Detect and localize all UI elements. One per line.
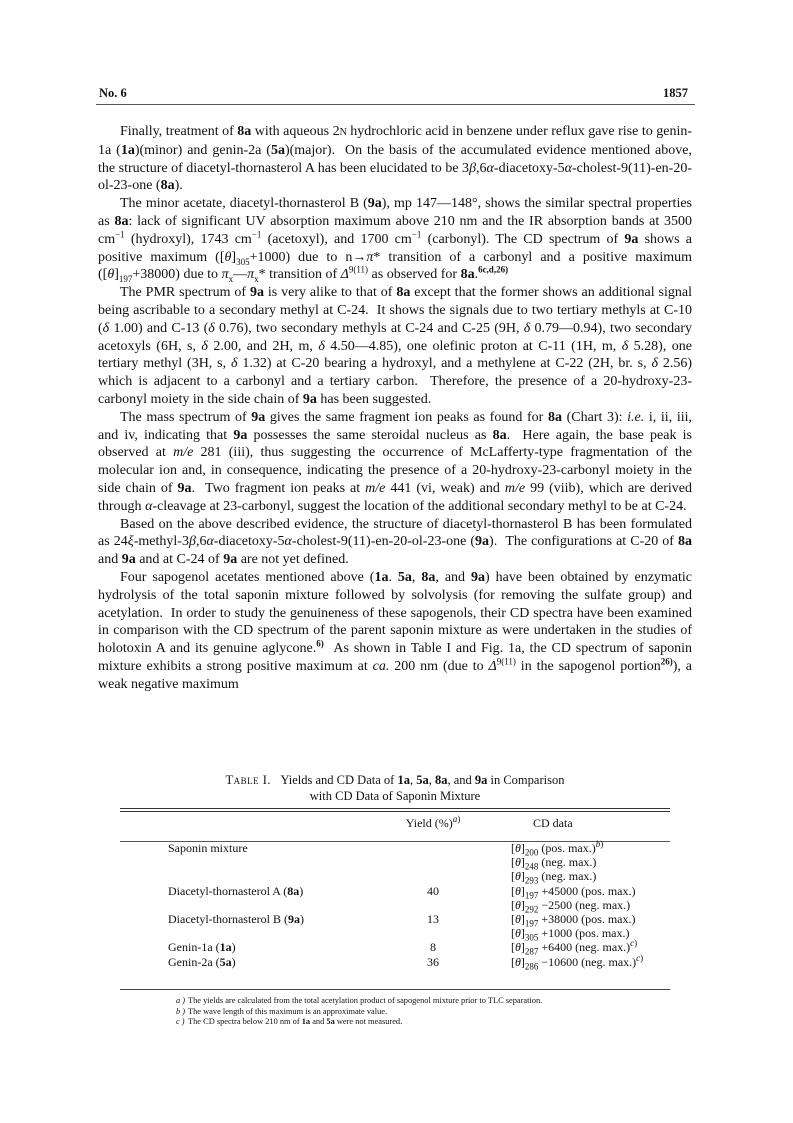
cell-compound: Diacetyl-thornasterol B (9a) (168, 912, 304, 927)
cell-cd-data: $[\theta]_{197} +45000$ (pos. max.) (511, 883, 636, 900)
table-label: Table I. (225, 773, 272, 787)
table-title-line2: with CD Data of Saponin Mixture (309, 789, 481, 803)
cell-yield: 13 (427, 912, 439, 927)
table-rule (120, 811, 670, 812)
page-number: 1857 (663, 86, 688, 100)
paragraph: Finally, treatment of 8a with aqueous 2N hydrochloric acid in benzene under reflux gave rise to genin-1a (1a)(minor) and genin-2a (5a)(major). On the basis of the accumulated evidence mentioned above, the structure of diacetyl-thornasterol A has been elucidated to be 3β,6α-diacetoxy-5α-cholest-9(11)-en-20-ol-23-one (8a). (98, 124, 692, 194)
table-caption (98, 772, 692, 804)
cell-compound: Genin-2a (5a) (168, 954, 236, 969)
cell-yield (373, 855, 493, 869)
header-compound (120, 816, 373, 841)
table-row-continuation (120, 855, 670, 869)
table-row (120, 841, 670, 855)
cell-cd-data: $[\theta]_{248}$ (neg. max.) (511, 855, 597, 872)
footnote-text: The CD spectra below 210 nm of 1a and 5a were not measured. (188, 1017, 403, 1027)
running-header (96, 86, 696, 106)
cell-cd-data: $[\theta]_{200}$ (pos. max.)$^{b)}$ (511, 839, 604, 858)
footnote-mark: a ) (176, 996, 186, 1005)
paragraph: Based on the above described evidence, the structure of diacetyl-thornasterol B has been formulated as 24ξ-methyl-3β,6α-diacetoxy-5α-cholest-9(11)-en-20-ol-23-one (9a). The configurations at C-20 of 8a and 9a and at C-24 of 9a are not yet defined. (98, 516, 693, 568)
cell-yield (373, 898, 493, 912)
body-text (98, 123, 692, 694)
cell-yield (373, 869, 493, 883)
table-row (120, 884, 670, 898)
footnote (176, 1007, 616, 1018)
table-header-row (120, 816, 670, 841)
header-rule (96, 104, 695, 105)
cell-compound (120, 855, 373, 869)
cell-cd-data: $[\theta]_{293}$ (neg. max.) (511, 869, 597, 886)
table-footnotes (176, 996, 616, 1028)
footnote-text: The yields are calculated from the total acetylation product of sapogenol mixture prior to TLC separation. (188, 996, 543, 1005)
cell-yield: 8 (430, 940, 436, 955)
table-row (120, 955, 670, 969)
cell-cd-data: $[\theta]_{305} +1000$ (pos. max.) (511, 926, 630, 943)
footnote (176, 996, 616, 1007)
cell-cd-data: $[\theta]_{197} +38000$ (pos. max.) (511, 912, 636, 929)
paragraph: The PMR spectrum of 9a is very alike to that of 8a except that the former shows an additional signal being ascribable to a secondary methyl at C-24. It shows the signals due to two tertiary methyls at C-10 (δ 1.00) and C-13 (δ 0.76), two secondary methyls at C-24 and C-25 (9H, δ 0.79—0.94), two secondary acetoxyls (6H, s, δ 2.00, and 2H, m, δ 4.50—4.85), one olefinic proton at C-11 (1H, m, δ 5.28), one tertiary methyl (3H, s, δ 1.32) at C-20 bearing a hydroxyl, and a methylene at C-22 (2H, br. s, δ 2.56) which is adjacent to a carbonyl and a tertiary carbon. Therefore, the presence of a 20-hydroxy-23-carbonyl moiety in the side chain of 9a has been suggested. (98, 285, 692, 407)
footnote (176, 1017, 616, 1028)
cell-yield (373, 926, 493, 940)
footnote-mark: b ) (176, 1006, 186, 1016)
cell-yield: 40 (427, 883, 439, 898)
table-row-continuation (120, 869, 670, 883)
cell-compound (120, 926, 373, 940)
table-rule (120, 989, 670, 990)
paragraph: The mass spectrum of 9a gives the same fragment ion peaks as found for 8a (Chart 3): i.e. i, ii, iii, and iv, indicating that 9a possesses the same steroidal nucleus as 8a. Here again, the base peak is observed at m/e 281 (iii), thus suggesting the occurrence of McLafferty-type fragmentation of the molecular ion and, in consequence, indicating the presence of a 20-hydroxy-23-carbonyl moiety in the side chain of 9a. Two fragment ion peaks at m/e 441 (vi, weak) and m/e 99 (viib), which are derived through α-cleavage at 23-carbonyl, suggest the location of the additional secondary methyl to be at C-24. (98, 409, 693, 514)
cell-yield: 36 (427, 954, 439, 969)
cell-compound: Genin-1a (1a) (168, 940, 236, 955)
header-yield: Yield (%)$^{a)}$ (405, 814, 461, 830)
issue-number: No. 6 (99, 86, 127, 100)
table-row-continuation (120, 926, 670, 940)
cell-compound: Diacetyl-thornasterol A (8a) (168, 883, 304, 898)
table-title-line1: Yields and CD Data of 1a, 5a, 8a, and 9a in Comparison (280, 773, 565, 787)
table-body (120, 839, 670, 972)
table-row (120, 912, 670, 926)
footnote-text: The wave length of this maximum is an approximate value. (188, 1006, 388, 1016)
cell-yield (373, 841, 493, 855)
footnote-mark: c ) (176, 1017, 185, 1027)
table-rule (120, 808, 670, 809)
paragraph: Four sapogenol acetates mentioned above (1a. 5a, 8a, and 9a) have been obtained by enzymatic hydrolysis of the total saponin mixture followed by solvolysis (for removing the sulfate group) and acetylation. In order to study the genuineness of these sapogenols, their CD spectra have been examined in comparison with the CD spectrum of the parent saponin mixture as were undertaken in the studies of holotoxin A and its genuine aglycone.$^{6)}$ As shown in Table I and Fig. 1a, the CD spectrum of saponin mixture exhibits a strong positive maximum at ca. 200 nm (due to $\Delta^{9(11)}$ in the sapogenol portion$^{26)}$), a weak negative maximum (98, 569, 693, 692)
paragraph: The minor acetate, diacetyl-thornasterol B (9a), mp 147—148°, shows the similar spectral properties as 8a: lack of significant UV absorption maximum above 210 nm and the IR absorption bands at 3500 $cm^{-1}$ (hydroxyl), 1743 $cm^{-1}$ (acetoxyl), and 1700 $cm^{-1}$ (carbonyl). The CD spectrum of 9a shows a positive maximum $([\theta]_{305}+1000)$ due to n→π* transition of a carbonyl and a positive maximum $([\theta]_{197}+38000)$ due to $\pi_x—\pi_x*$ transition of $\Delta^{9(11)}$ as observed for 8a.$^{6c,d,26)}$ (98, 196, 692, 285)
cell-compound: Saponin mixture (168, 841, 248, 855)
cell-cd-data: $[\theta]_{286} -10600$ (neg. max.)$^{c)}$ (511, 952, 644, 972)
cell-cd-data: $[\theta]_{292} -2500$ (neg. max.) (511, 897, 631, 915)
data-table (120, 814, 670, 972)
header-cd-data: CD data (533, 816, 573, 830)
cell-cd-data: $[\theta]_{287} +6400$ (neg. max.)$^{c)}$ (511, 938, 638, 957)
cell-compound (120, 869, 373, 883)
table-row (120, 940, 670, 954)
table-row-continuation (120, 898, 670, 912)
cell-compound (120, 898, 373, 912)
